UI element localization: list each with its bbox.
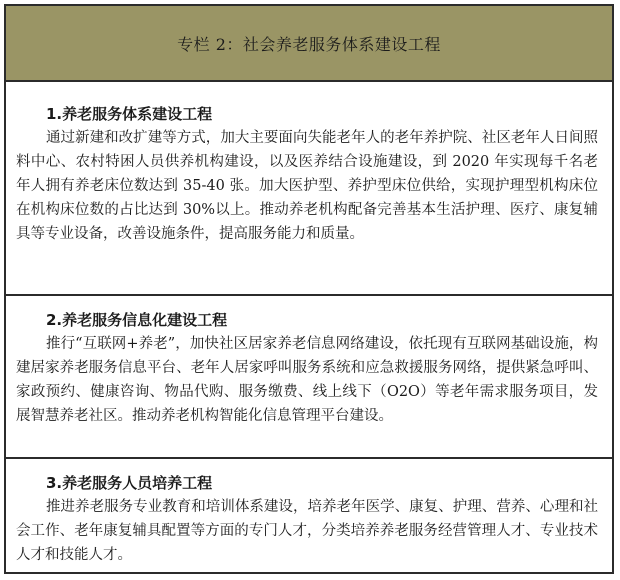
section-body: 通过新建和改扩建等方式，加大主要面向失能老年人的老年养护院、社区老年人日间照料中心、农村特困人员供养机构建设，以及医养结合设施建设，到 2020 年实现每千名老年人拥有养老床位数达到 35-40 张。加大医护型、养护型床位供给，实现护理型机构床位在机构床位数的占比达到 30%以上。推动养老机构配备完善基本生活护理、医疗、康复辅具等专业设备，改善设施条件，提高服务能力和质量。 [16,130,598,242]
column-title: 专栏 2：社会养老服务体系建设工程 [177,34,441,54]
section-body: 推行“互联网+养老”，加快社区居家养老信息网络建设，依托现有互联网基础设施，构建居家养老服务信息平台、老年人居家呼叫服务系统和应急救援服务网络，提供紧急呼叫、家政预约、健康咨询、物品代购、服务缴费、线上线下（O2O）等老年需求服务项目，发展智慧养老社区。推动养老机构智能化信息管理平台建设。 [16,336,598,424]
section-elderly-care-personnel [6,459,612,570]
section-elderly-care-system [6,82,612,296]
column-header [6,6,612,82]
section-body: 推进养老服务专业教育和培训体系建设，培养老年医学、康复、护理、营养、心理和社会工作、老年康复辅具配置等方面的专门人才，分类培养养老服务经营管理人才、专业技术人才和技能人才。 [16,499,598,563]
section-title: 3.养老服务人员培养工程 [46,474,213,492]
section-title: 2.养老服务信息化建设工程 [46,311,228,329]
column-box [4,4,614,574]
section-title: 1.养老服务体系建设工程 [46,105,213,123]
section-elderly-care-informatization [6,296,612,459]
